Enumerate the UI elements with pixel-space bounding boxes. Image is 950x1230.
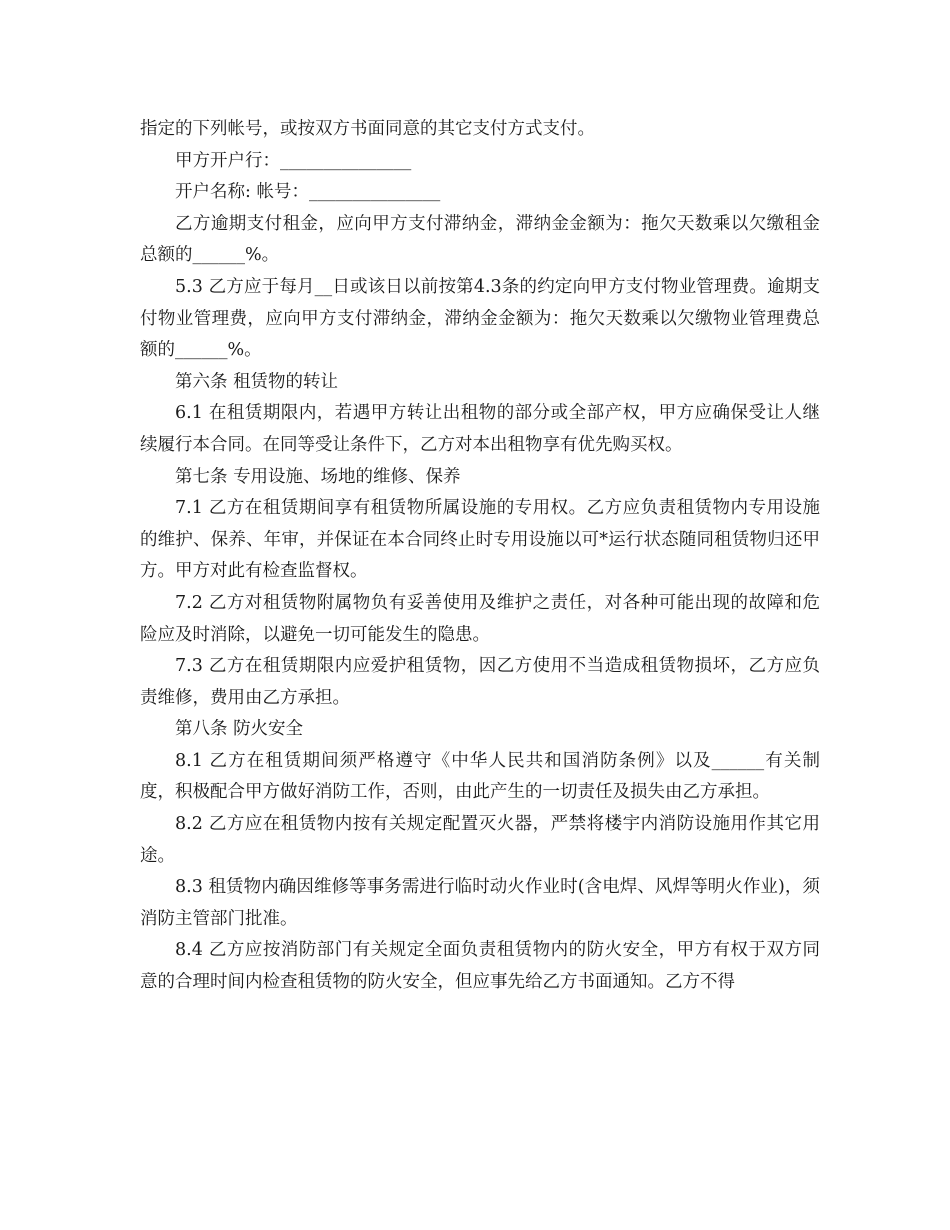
clause-7-1: 7.1 乙方在租赁期间享有租赁物所属设施的专用权。乙方应负责租赁物内专用设施的维护、保养、年审，并保证在本合同终止时专用设施以可*运行状态随同租赁物归还甲方。甲方对此有检查监督权。: [140, 498, 820, 582]
paragraph-account: 开户名称: 帐号：_______________: [175, 182, 441, 203]
article-8-heading: 第八条 防火安全: [175, 719, 304, 740]
document-body: [140, 114, 820, 999]
clause-7-2: 7.2 乙方对租赁物附属物负有妥善使用及维护之责任，对各种可能出现的故障和危险应及时消除，以避免一切可能发生的隐患。: [140, 592, 820, 645]
clause-8-4: 8.4 乙方应按消防部门有关规定全面负责租赁物内的防火安全，甲方有权于双方同意的合理时间内检查租赁物的防火安全，但应事先给乙方书面通知。乙方不得: [140, 940, 820, 993]
clause-7-3: 7.3 乙方在租赁期限内应爱护租赁物，因乙方使用不当造成租赁物损坏，乙方应负责维修，费用由乙方承担。: [140, 656, 820, 708]
paragraph-payment-method: 指定的下列帐号，或按双方书面同意的其它支付方式支付。: [140, 119, 595, 139]
clause-6-1: 6.1 在租赁期限内，若遇甲方转让出租物的部分或全部产权，甲方应确保受让人继续履行本合同。在同等受让条件下，乙方对本出租物享有优先购买权。: [140, 403, 820, 455]
article-7-heading: 第七条 专用设施、场地的维修、保养: [175, 466, 461, 487]
paragraph-bank: 甲方开户行：_______________: [175, 150, 412, 171]
article-6-heading: 第六条 租赁物的转让: [175, 371, 339, 392]
paragraph-late-rent: 乙方逾期支付租金，应向甲方支付滞纳金，滞纳金金额为：拖欠天数乘以欠缴租金总额的______%。: [140, 213, 820, 266]
clause-8-3: 8.3 租赁物内确因维修等事务需进行临时动火作业时(含电焊、风焊等明火作业)，须消防主管部门批准。: [140, 877, 820, 929]
clause-8-2: 8.2 乙方应在租赁物内按有关规定配置灭火器，严禁将楼宇内消防设施用作其它用途。: [140, 814, 820, 866]
clause-5-3: 5.3 乙方应于每月__日或该日以前按第4.3条的约定向甲方支付物业管理费。逾期支付物业管理费，应向甲方支付滞纳金，滞纳金金额为：拖欠天数乘以欠缴物业管理费总额的______%。: [140, 276, 820, 361]
clause-8-1: 8.1 乙方在租赁期间须严格遵守《中华人民共和国消防条例》以及______有关制度，积极配合甲方做好消防工作，否则，由此产生的一切责任及损失由乙方承担。: [140, 750, 820, 803]
